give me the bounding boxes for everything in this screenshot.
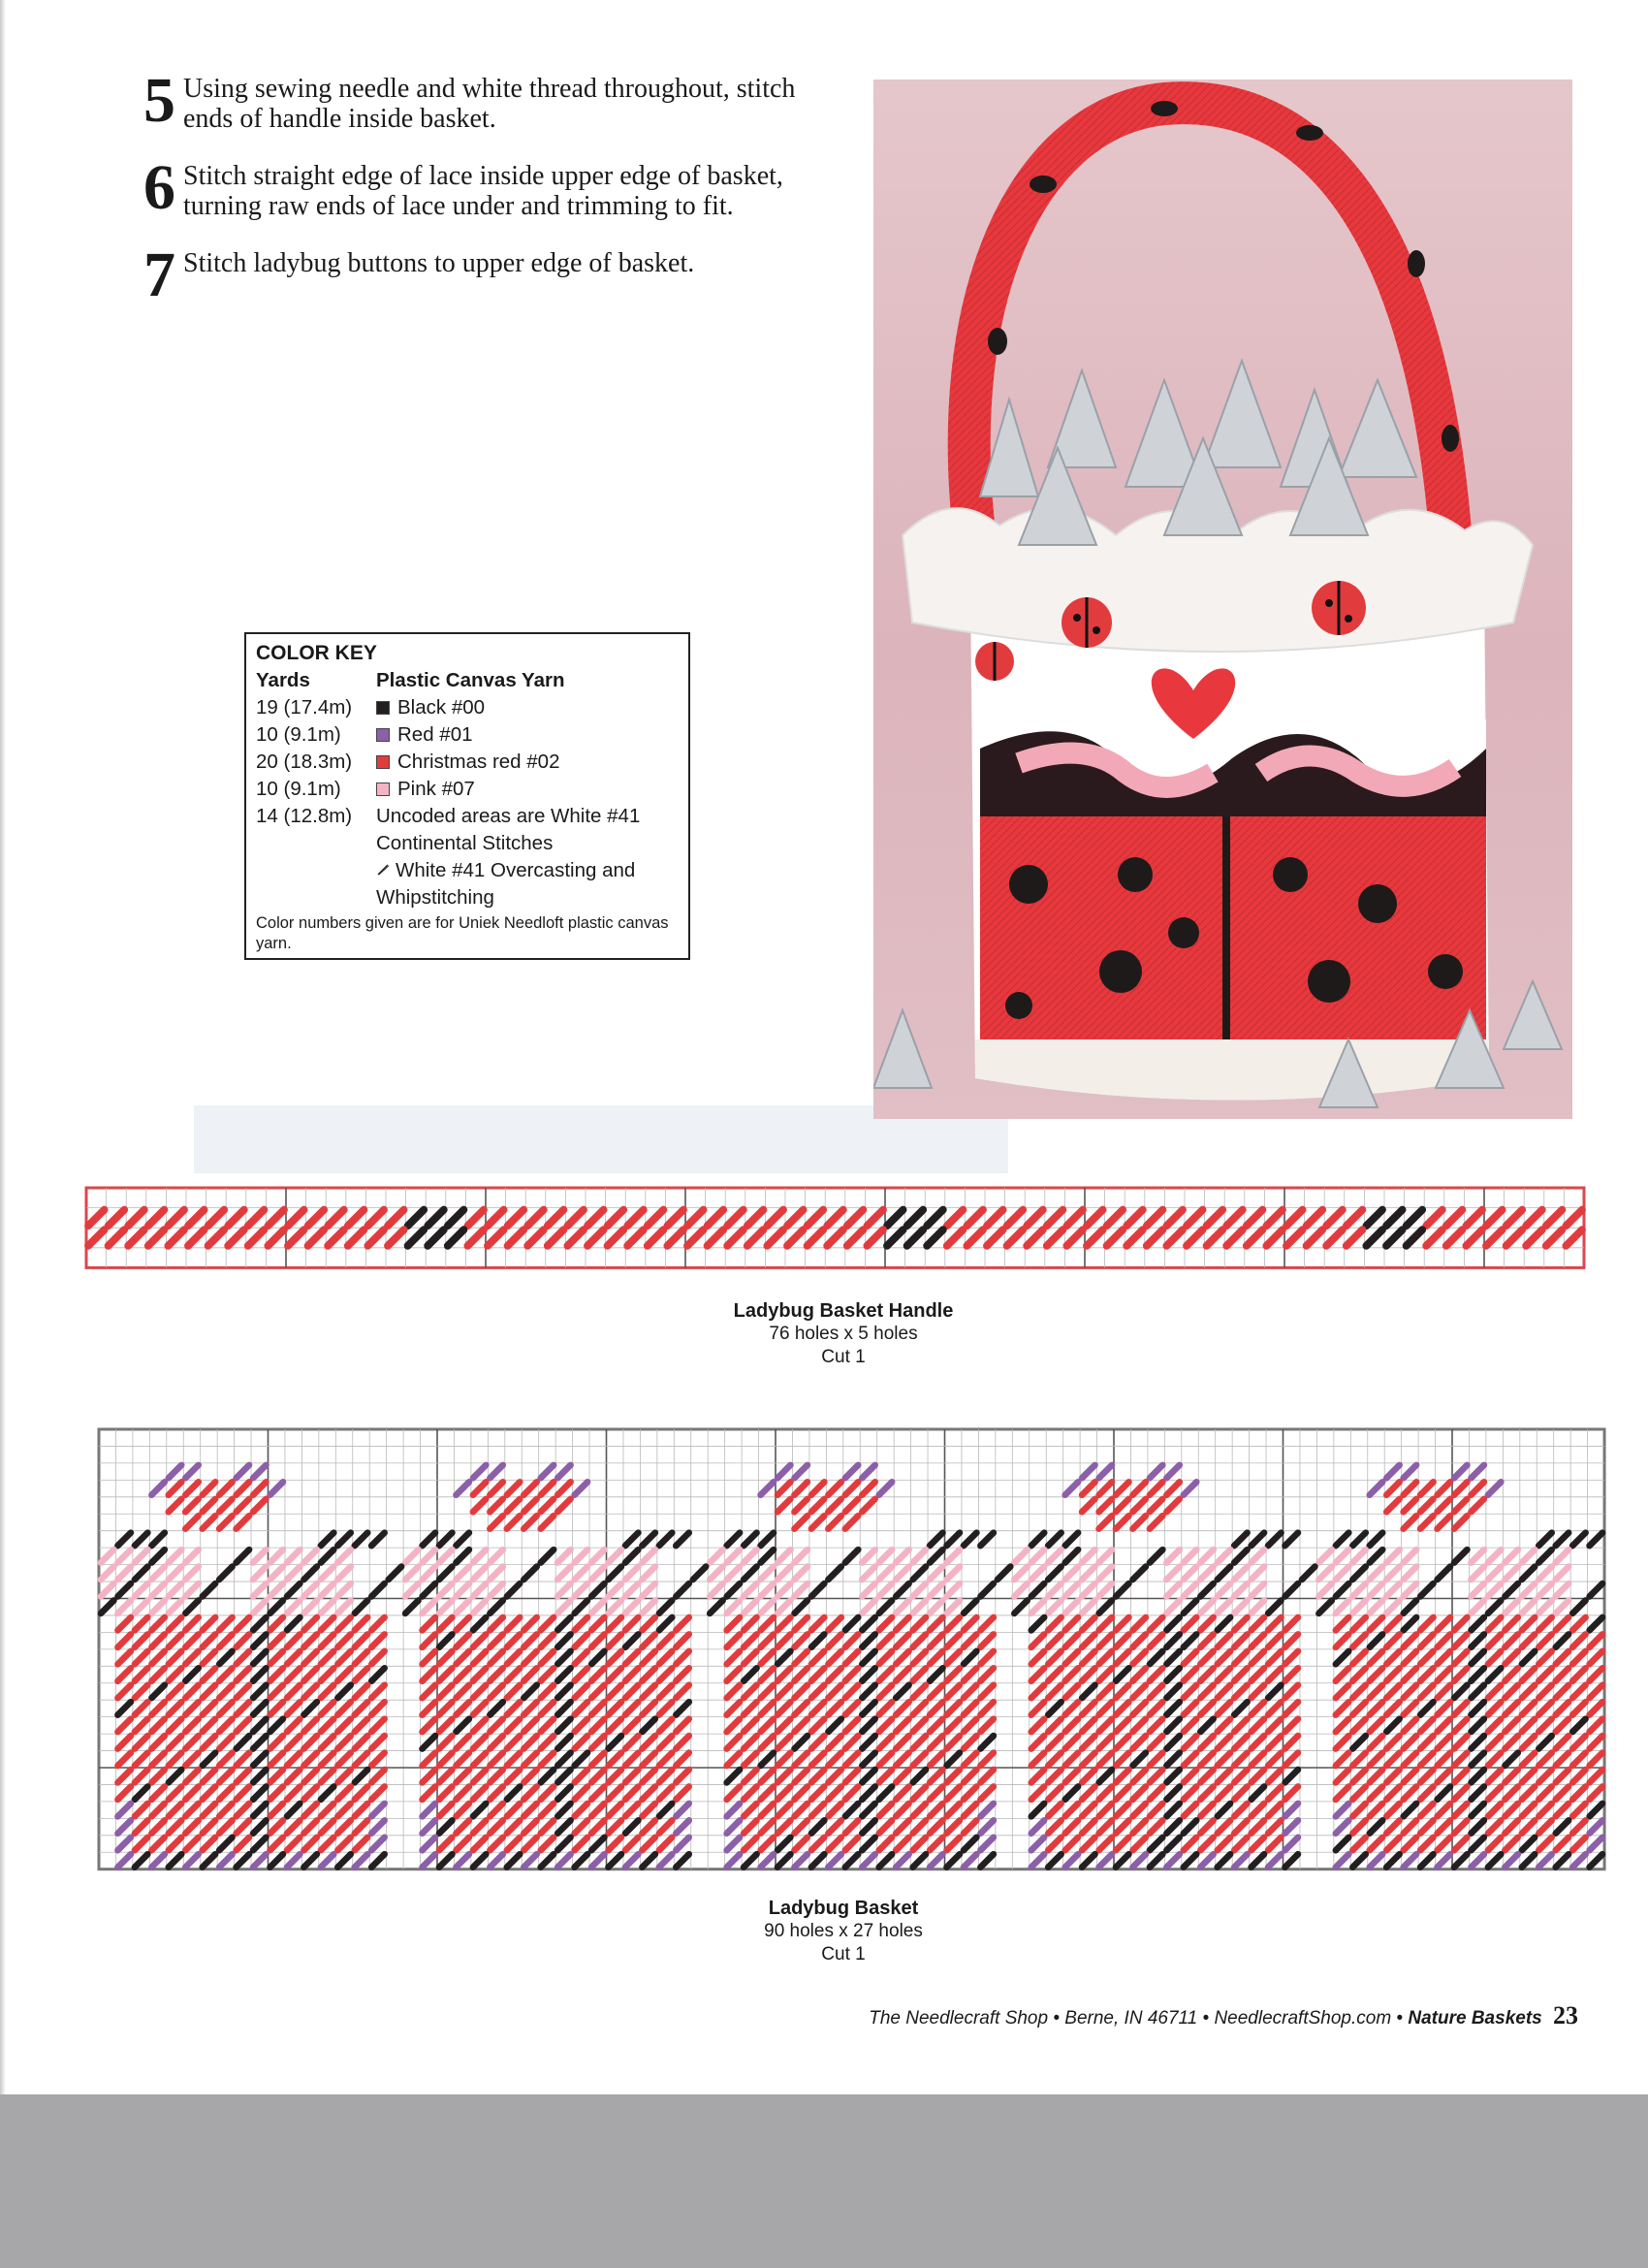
color-key-row — [256, 857, 679, 911]
yarn-label-cell — [376, 694, 485, 721]
color-key-title: COLOR KEY — [256, 642, 377, 664]
color-key-row — [256, 721, 679, 749]
basket-chart-caption — [659, 1897, 1028, 1966]
yarn-label-cell — [376, 721, 473, 749]
yards-header: Yards — [256, 669, 310, 691]
instruction-step — [118, 152, 820, 223]
handle-chart-title: Ladybug Basket Handle — [733, 1300, 954, 1322]
ladybug-basket-illustration — [873, 80, 1572, 1119]
color-key — [244, 632, 690, 960]
color-key-row — [256, 803, 679, 857]
footer-publisher: The Needlecraft Shop • Berne, IN 46711 • NeedlecraftShop.com • — [869, 2008, 1404, 2028]
color-key-row — [256, 776, 679, 803]
color-swatch — [376, 755, 390, 769]
yards-amount: 20 (18.3m) — [256, 751, 353, 773]
basket-stitch-chart — [95, 1425, 1607, 1881]
instruction-step — [118, 240, 820, 310]
yarn-label: Christmas red #02 — [397, 751, 560, 773]
yarn-header: Plastic Canvas Yarn — [376, 669, 565, 691]
needle-line-icon — [376, 857, 392, 884]
instruction-steps — [118, 65, 820, 332]
yarn-label: Red #01 — [397, 723, 473, 746]
yarn-label: Uncoded areas are White #41 Continental Stitches — [376, 805, 641, 854]
step-text: Using sewing needle and white thread throughout, stitch ends of handle inside basket. — [183, 74, 796, 134]
yards-amount: 14 (12.8m) — [256, 805, 353, 827]
basket-chart-cut: Cut 1 — [821, 1944, 866, 1965]
yards-amount: 19 (17.4m) — [256, 696, 353, 719]
yards-amount: 10 (9.1m) — [256, 778, 341, 800]
step-text: Stitch straight edge of lace inside upper edge of basket, turning raw ends of lace under and trimming to fit. — [183, 161, 783, 221]
step-number: 5 — [143, 65, 175, 136]
yarn-label-cell — [376, 749, 559, 776]
color-key-rows — [256, 694, 679, 911]
yarn-label: Black #00 — [397, 696, 486, 719]
page-footer — [812, 2001, 1578, 2030]
scanner-background — [0, 2094, 1648, 2268]
basket-photo — [873, 80, 1572, 1119]
basket-chart-title: Ladybug Basket — [768, 1898, 919, 1919]
yarn-label-cell — [376, 776, 475, 803]
color-key-note: Color numbers given are for Uniek Needloft plastic canvas yarn. — [256, 914, 669, 952]
color-swatch — [376, 728, 390, 742]
yards-amount: 10 (9.1m) — [256, 723, 341, 746]
color-key-header — [256, 667, 679, 694]
yarn-label: Pink #07 — [397, 778, 475, 800]
page-number: 23 — [1553, 2001, 1578, 2029]
yarn-label: White #41 Overcasting and Whipstitching — [376, 859, 636, 909]
step-text: Stitch ladybug buttons to upper edge of basket. — [183, 248, 695, 278]
footer-section: Nature Baskets — [1408, 2008, 1542, 2028]
handle-chart-cut: Cut 1 — [821, 1347, 866, 1367]
handle-chart-caption — [659, 1299, 1028, 1369]
handle-stitch-chart — [82, 1184, 1606, 1285]
color-swatch — [376, 701, 390, 715]
step-number: 6 — [143, 152, 175, 223]
handle-chart-size: 76 holes x 5 holes — [769, 1324, 918, 1344]
step-number: 7 — [143, 240, 175, 310]
color-swatch — [376, 783, 390, 796]
page-edge-shadow — [0, 0, 6, 2094]
color-key-row — [256, 749, 679, 776]
instruction-step — [118, 65, 820, 136]
color-key-row — [256, 694, 679, 721]
yarn-label-cell — [376, 857, 679, 911]
yarn-label-cell — [376, 803, 679, 857]
basket-chart-size: 90 holes x 27 holes — [764, 1921, 923, 1941]
